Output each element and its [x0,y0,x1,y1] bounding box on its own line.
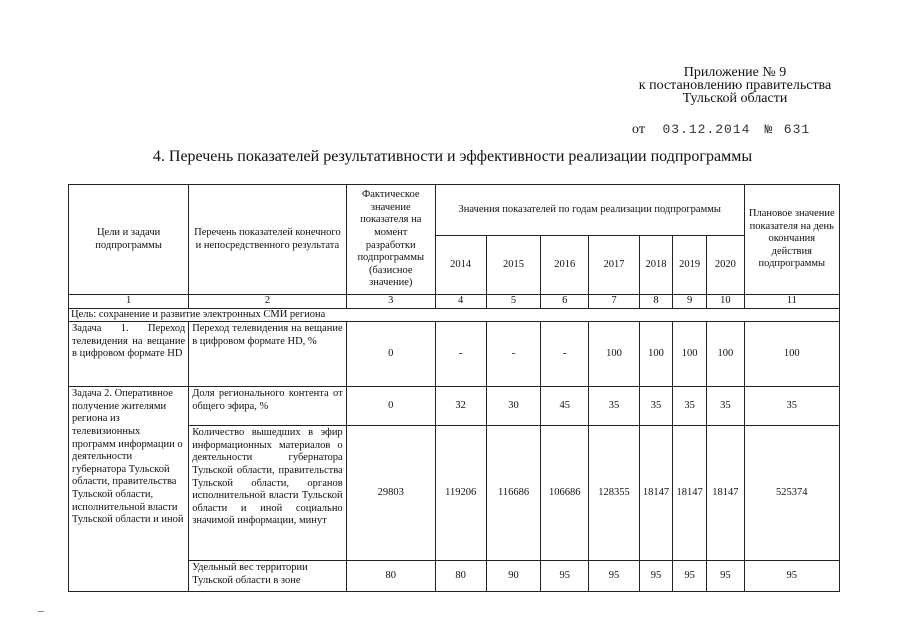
planned-value: 95 [744,561,839,592]
planned-value: 35 [744,387,839,426]
header-year: 2018 [639,236,672,295]
year-value: 100 [589,322,640,387]
column-number: 5 [486,295,541,309]
year-value: 128355 [589,426,640,561]
task-cell: Задача 1. Переход телевидения на вещание в цифровом формате HD [69,322,189,387]
year-value: 35 [707,387,744,426]
order-number-sign: № [764,122,774,137]
year-value: 95 [589,561,640,592]
goal-row [69,308,840,322]
header-year: 2020 [707,236,744,295]
goal-text: Цель: сохранение и развитие электронных СМИ региона [69,308,840,322]
year-value: 100 [707,322,744,387]
planned-value: 100 [744,322,839,387]
appendix-number: Приложение № 9 [683,65,787,80]
planned-value: 525374 [744,426,839,561]
column-number: 3 [346,295,435,309]
year-value: 45 [541,387,589,426]
year-value: 100 [673,322,707,387]
header-year: 2015 [486,236,541,295]
year-value: 95 [707,561,744,592]
actual-value: 0 [346,387,435,426]
year-value: 18147 [639,426,672,561]
order-from-label: от [632,122,645,137]
year-value: 95 [639,561,672,592]
table-row [69,387,840,426]
header-planned: Плановое значение показателя на день окончания действия подпрограммы [744,185,839,295]
page-edge-mark [38,611,44,612]
order-line [632,122,810,138]
column-number: 7 [589,295,640,309]
year-value: 116686 [486,426,541,561]
year-value: - [435,322,486,387]
actual-value: 0 [346,322,435,387]
year-value: 106686 [541,426,589,561]
header-goals: Цели и задачи подпрограммы [69,185,189,295]
indicators-table [68,184,840,592]
indicator-cell: Переход телевидения на вещание в цифровом формате HD, % [189,322,347,387]
header-year: 2019 [673,236,707,295]
year-value: 32 [435,387,486,426]
year-value: 18147 [673,426,707,561]
year-value: 30 [486,387,541,426]
year-value: 95 [673,561,707,592]
year-value: 35 [673,387,707,426]
header-by-years: Значения показателей по годам реализации подпрограммы [435,185,744,236]
year-value: 90 [486,561,541,592]
column-number: 2 [189,295,347,309]
table-row [69,322,840,387]
indicator-cell: Доля регионального контента от общего эфира, % [189,387,347,426]
appendix-header [620,66,850,105]
year-value: 35 [589,387,640,426]
header-indicators: Перечень показателей конечного и непосредственного результата [189,185,347,295]
order-date: 03.12.2014 [662,122,751,137]
column-number: 6 [541,295,589,309]
year-value: 119206 [435,426,486,561]
header-year: 2016 [541,236,589,295]
year-value: 80 [435,561,486,592]
header-year: 2014 [435,236,486,295]
year-value: - [486,322,541,387]
document-title: 4. Перечень показателей результативности и эффективности реализации подпрограммы [152,148,753,165]
column-number: 11 [744,295,839,309]
year-value: - [541,322,589,387]
actual-value: 80 [346,561,435,592]
indicator-cell: Удельный вес территории Тульской области в зоне [189,561,347,592]
order-number: 631 [783,122,811,137]
year-value: 100 [639,322,672,387]
task-cell: Задача 2. Оперативное получение жителями региона из телевизионных программ информации о деятельности губернатора Тульской области, правительства Тульской области, исполнительной власти Тульской области и иной [69,387,189,592]
year-value: 95 [541,561,589,592]
column-number: 4 [435,295,486,309]
year-value: 35 [639,387,672,426]
column-number: 9 [673,295,707,309]
year-value: 18147 [707,426,744,561]
actual-value: 29803 [346,426,435,561]
header-year: 2017 [589,236,640,295]
indicator-cell: Количество вышедших в эфир информационных материалов о деятельности губернатора Тульской области, правительства Тульской области, органов исполнительной власти Тульской области и иной социально значимой информации, минут [189,426,347,561]
column-number: 10 [707,295,744,309]
appendix-region: Тульской области [682,91,788,106]
header-actual: Фактическое значение показателя на момент разработки подпрограммы (базисное значение) [346,185,435,295]
appendix-ref: к постановлению правительства [638,78,832,93]
column-number-row [69,295,840,309]
column-number: 8 [639,295,672,309]
column-number: 1 [69,295,189,309]
